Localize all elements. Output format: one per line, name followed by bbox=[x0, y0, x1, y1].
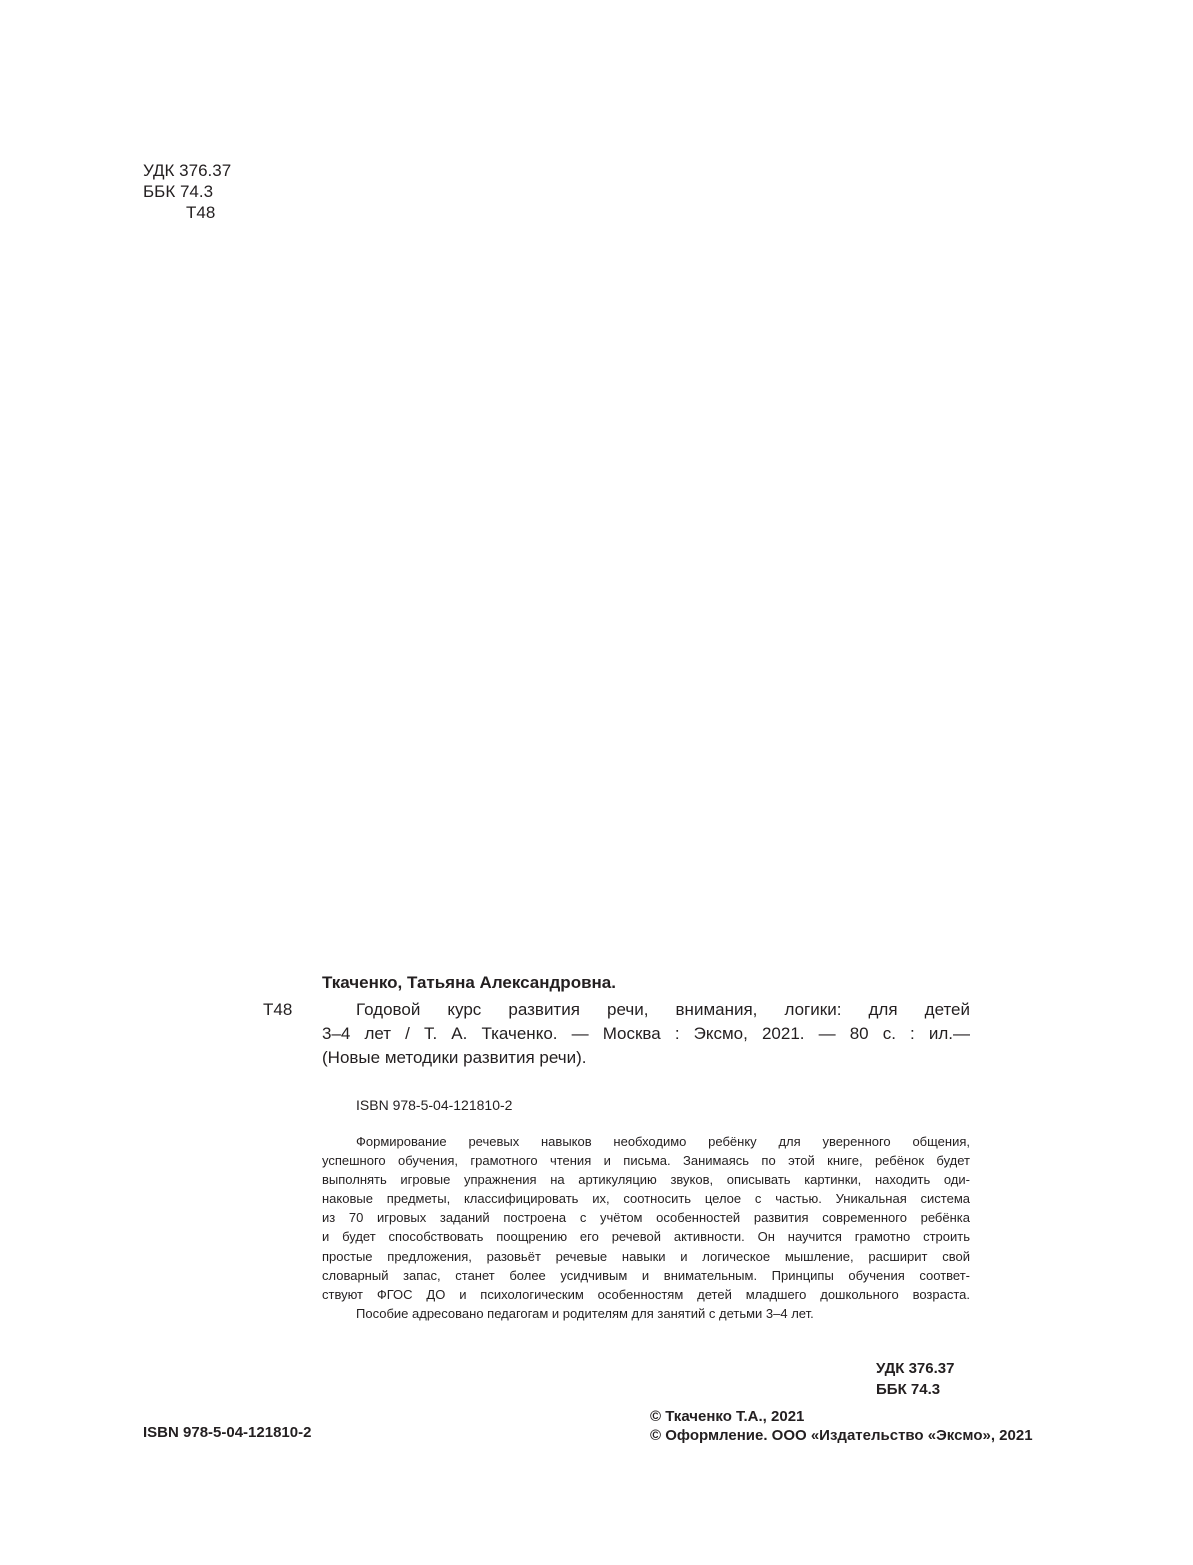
entry-author-mark: Т48 bbox=[263, 1000, 293, 1019]
title-line: Годовой курс развития речи, внимания, логики: для детей bbox=[356, 1000, 970, 1019]
annotation-line: выполнять игровые упражнения на артикуляцию звуков, описывать картинки, находить оди- bbox=[322, 1172, 970, 1188]
isbn-entry: ISBN 978-5-04-121810-2 bbox=[356, 1097, 513, 1113]
bbk-code-bottom: ББК 74.3 bbox=[876, 1381, 941, 1398]
bbk-code: ББК 74.3 bbox=[143, 182, 214, 201]
annotation-line: успешного обучения, грамотного чтения и письма. Занимаясь по этой книге, ребёнок будет bbox=[322, 1153, 970, 1169]
annotation-line: наковые предметы, классифицировать их, соотносить целое с частью. Уникальная система bbox=[322, 1191, 970, 1207]
bibliographic-description bbox=[322, 998, 970, 1070]
udk-code-bottom: УДК 376.37 bbox=[876, 1360, 955, 1377]
isbn-footer: ISBN 978-5-04-121810-2 bbox=[143, 1424, 312, 1441]
title-line: (Новые методики развития речи). bbox=[322, 1048, 587, 1067]
title-line: 3–4 лет / Т. А. Ткаченко. — Москва : Эксмо, 2021. — 80 с. : ил.— bbox=[322, 1024, 970, 1043]
annotation bbox=[322, 1132, 970, 1323]
copyright-block bbox=[650, 1407, 1033, 1445]
author-name: Ткаченко, Татьяна Александровна. bbox=[322, 973, 616, 992]
annotation-line: и будет способствовать поощрению его речевой активности. Он научится грамотно строить bbox=[322, 1229, 970, 1245]
copyright-author: © Ткаченко Т.А., 2021 bbox=[650, 1408, 805, 1425]
classification-top bbox=[143, 160, 231, 223]
classification-bottom bbox=[876, 1358, 954, 1400]
annotation-line: из 70 игровых заданий построена с учётом особенностей развития современного ребёнка bbox=[322, 1210, 970, 1226]
copyright-design: © Оформление. ООО «Издательство «Эксмо», 2021 bbox=[650, 1427, 1033, 1444]
annotation-line: Формирование речевых навыков необходимо ребёнку для уверенного общения, bbox=[356, 1134, 970, 1149]
author-mark: Т48 bbox=[186, 203, 216, 222]
annotation-line: ствуют ФГОС ДО и психологическим особенностям детей младшего дошкольного возраста. bbox=[322, 1286, 970, 1302]
annotation-line: Пособие адресовано педагогам и родителям для занятий с детьми 3–4 лет. bbox=[356, 1305, 814, 1321]
annotation-line: простые предложения, разовьёт речевые навыки и логическое мышление, расширит свой bbox=[322, 1248, 970, 1264]
annotation-line: словарный запас, станет более усидчивым и внимательным. Принципы обучения соответ- bbox=[322, 1267, 970, 1283]
udk-code: УДК 376.37 bbox=[143, 161, 232, 180]
